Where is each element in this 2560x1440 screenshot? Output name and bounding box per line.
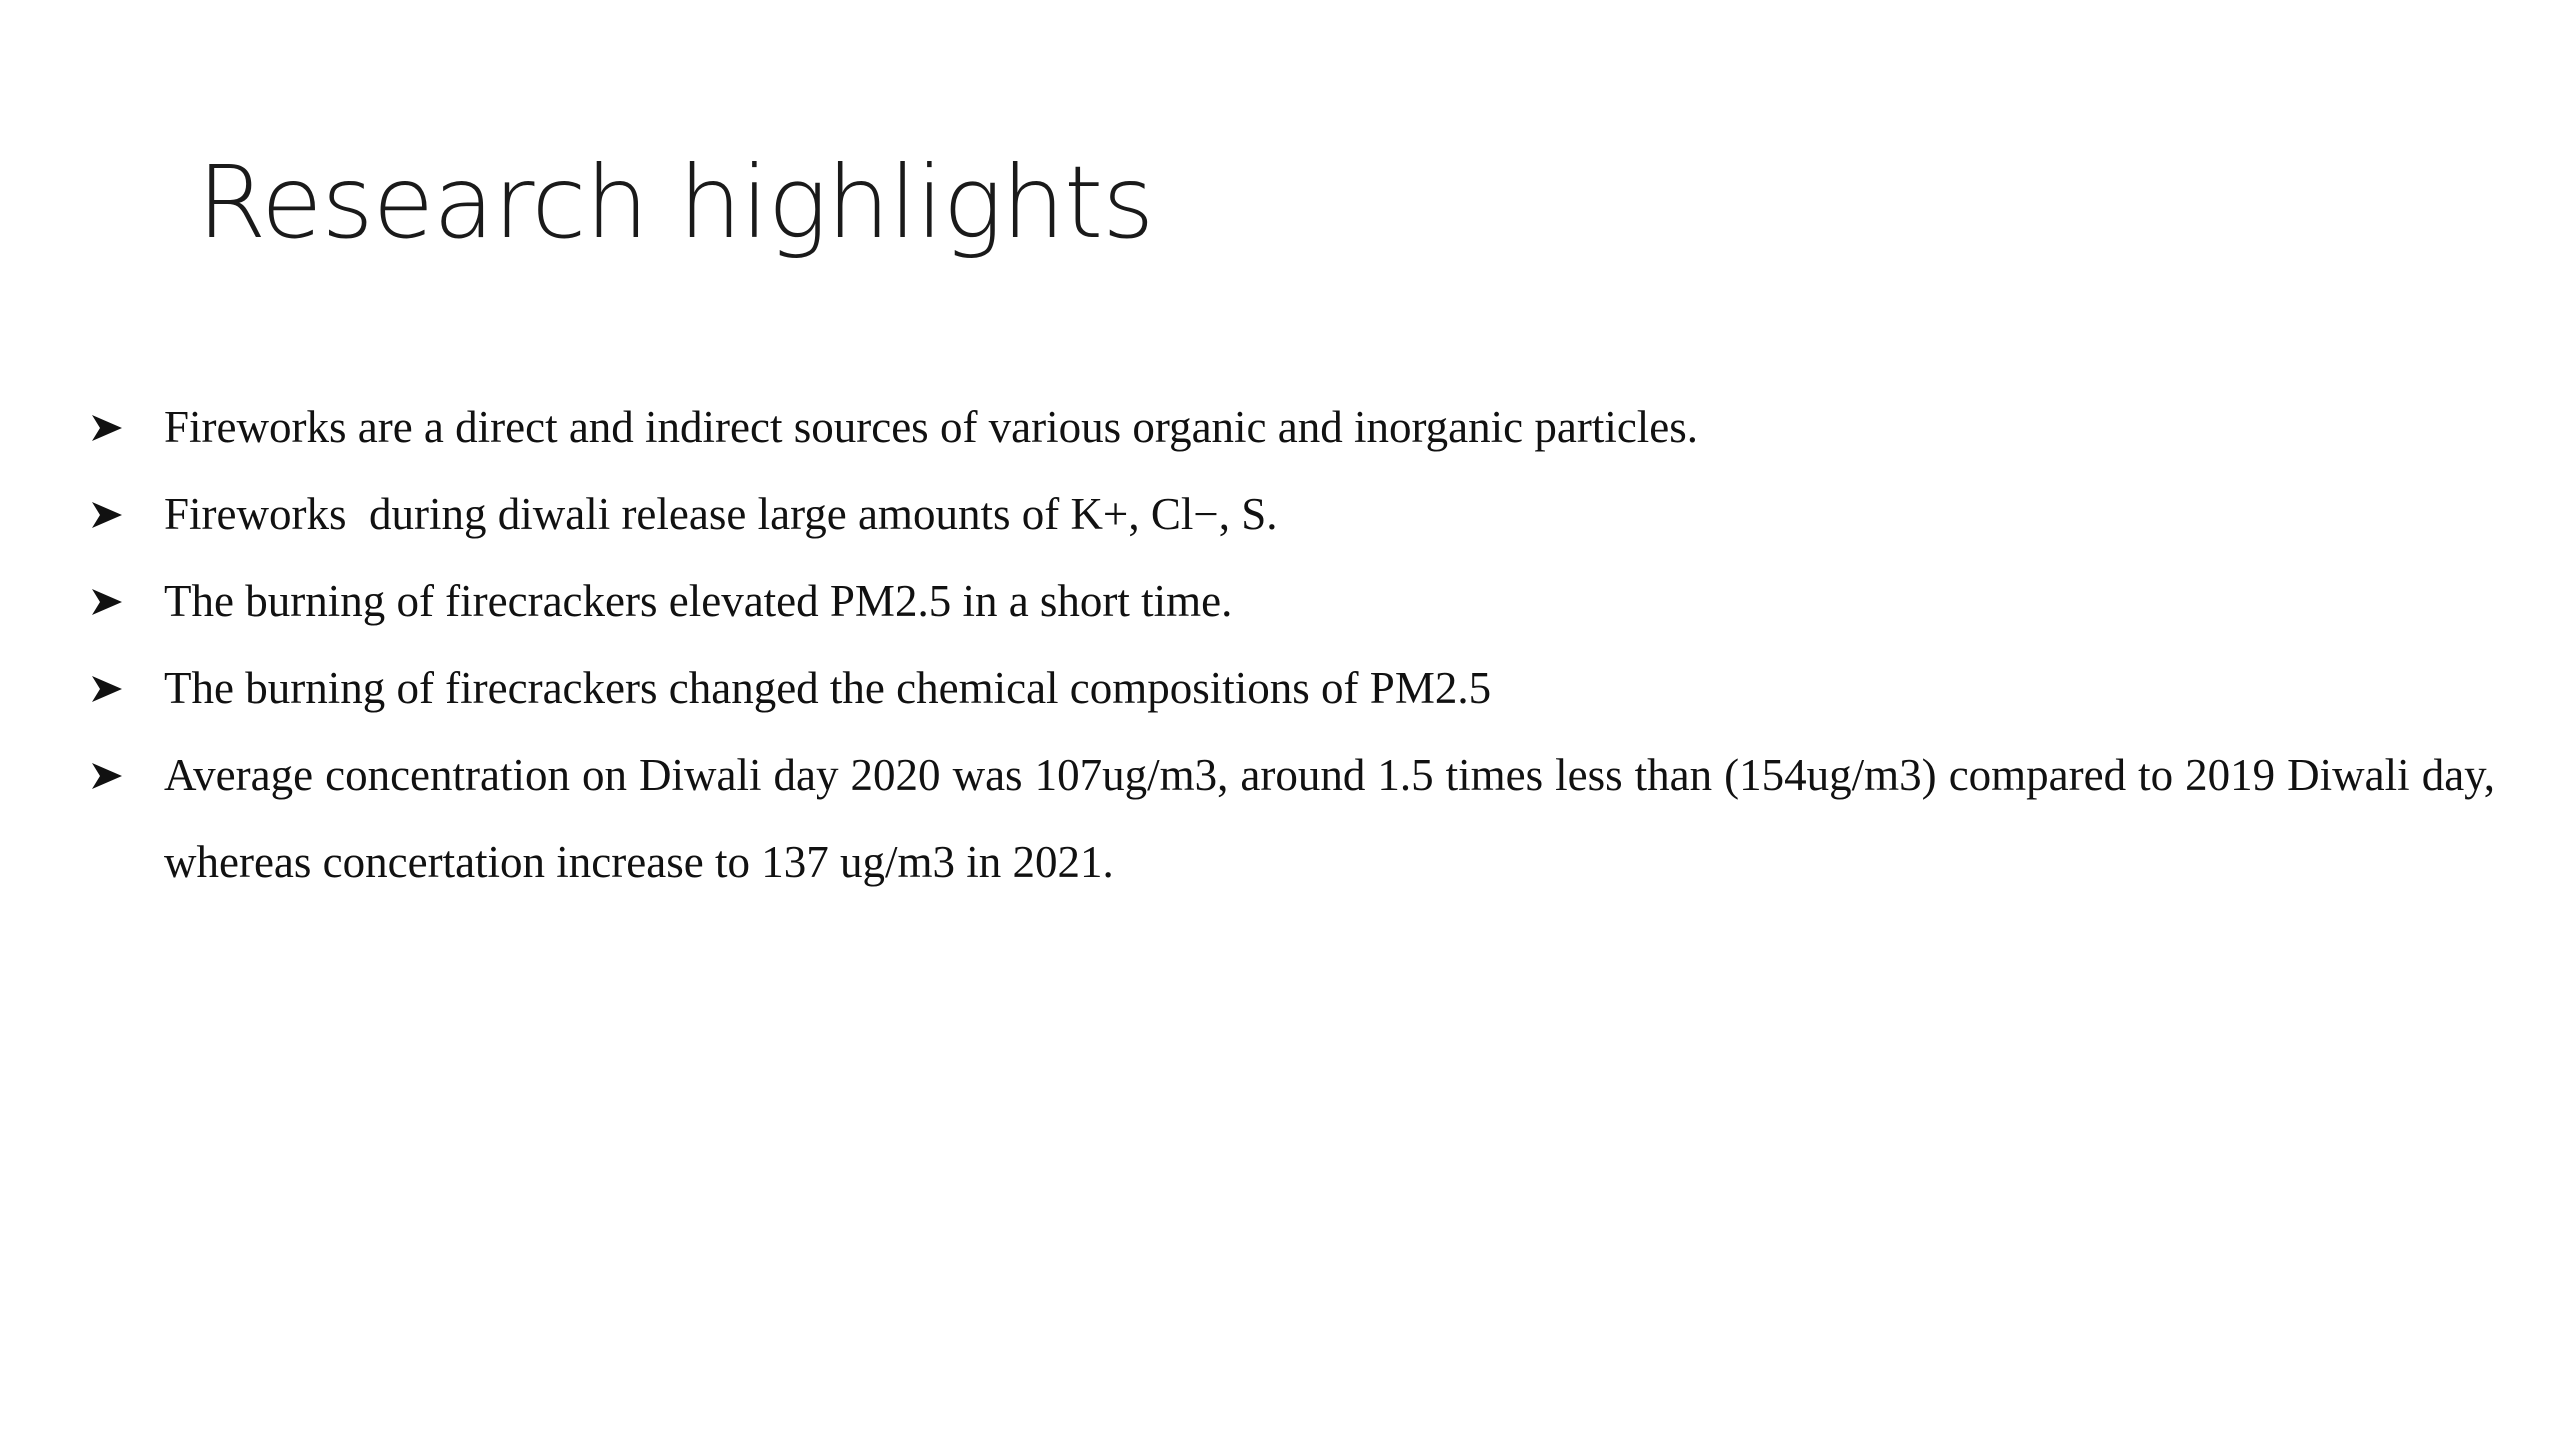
arrowhead-bullet-icon <box>90 384 164 471</box>
arrowhead-bullet-icon <box>90 645 164 732</box>
bullet-text: Fireworks are a direct and indirect sources of various organic and inorganic particles. <box>164 402 1699 452</box>
bullet-item <box>90 384 2495 471</box>
bullet-item <box>90 732 2507 906</box>
bullet-text: The burning of firecrackers changed the chemical compositions of PM2.5 <box>164 663 1492 713</box>
bullet-item <box>90 645 2495 732</box>
arrowhead-bullet-icon <box>90 558 164 645</box>
slide-title: Research highlights <box>197 144 1154 261</box>
bullet-list <box>90 384 2507 906</box>
bullet-text: The burning of firecrackers elevated PM2.5 in a short time. <box>164 576 1233 626</box>
bullet-text: Fireworks during diwali release large amounts of K+, Cl−, S. <box>164 489 1278 539</box>
bullet-item <box>90 471 2495 558</box>
arrowhead-bullet-icon <box>90 732 164 819</box>
arrowhead-bullet-icon <box>90 471 164 558</box>
bullet-item <box>90 558 2495 645</box>
bullet-text: Average concentration on Diwali day 2020 was 107ug/m3, around 1.5 times less than (154ug/m3) compared to 2019 Diwali day, whereas concertation increase to 137 ug/m3 in 2021. <box>164 750 2507 887</box>
